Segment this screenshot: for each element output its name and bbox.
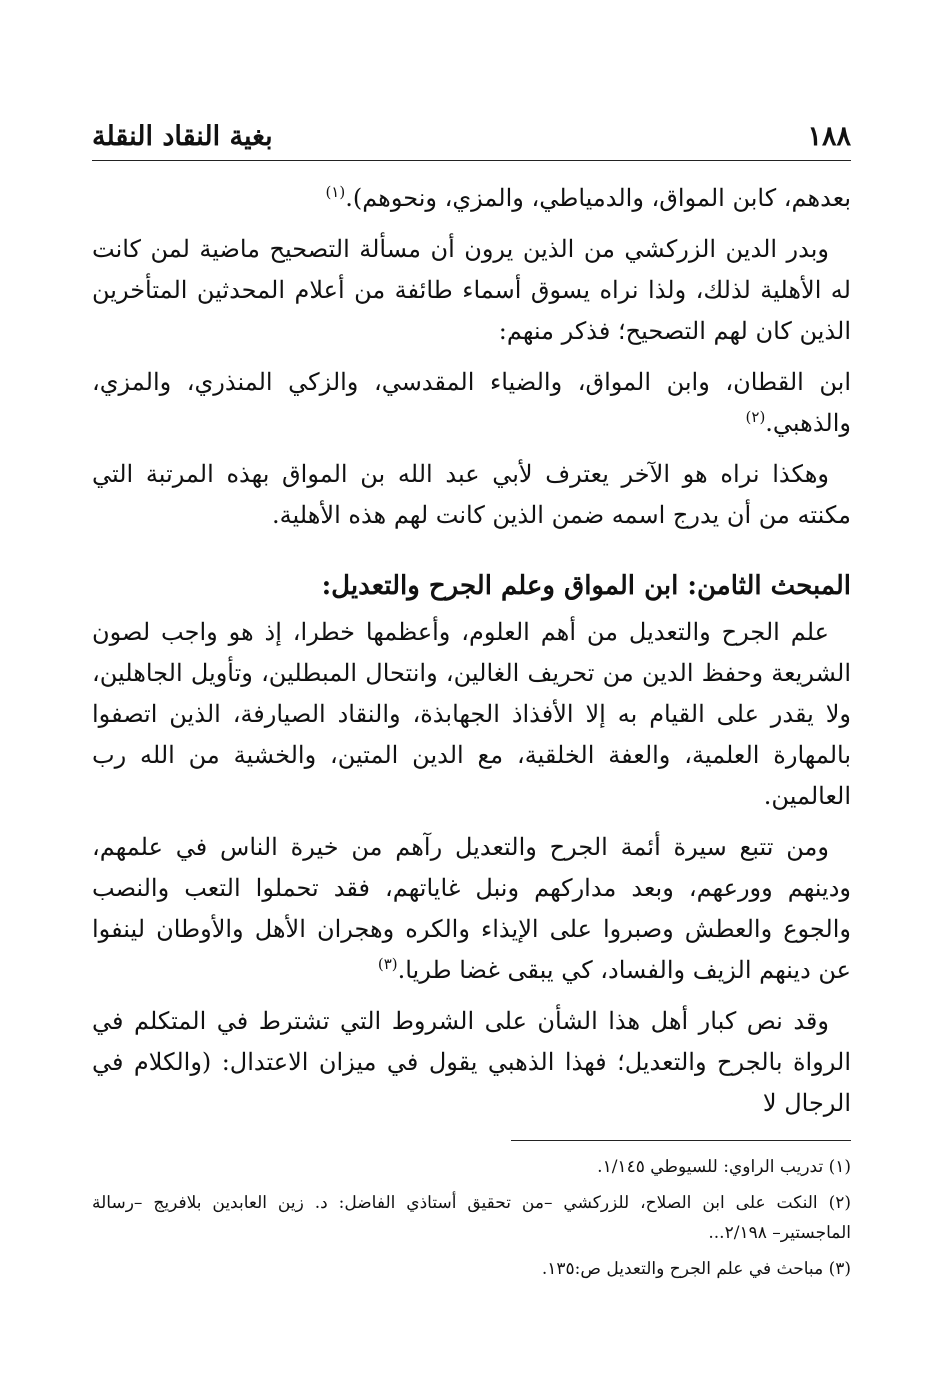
- header-divider: [92, 160, 851, 161]
- footnotes: [92, 1152, 851, 1290]
- footnote-ref-2: (٢): [745, 408, 766, 426]
- paragraph-jarh-definition: علم الجرح والتعديل من أهم العلوم، وأعظمها خطرا، إذ هو واجب لصون الشريعة وحفظ الدين من تحريف الغالين، وانتحال المبطلين، وتأويل الجاهلين، ولا يقدر على القيام به إلا الأفذاذ الجهابذة، والنقاد الصيارفة، الذين اتصفوا بالمهارة العلمية، والعفة الخلقية، مع الدين المتين، والخشية من الله رب العالمين.: [92, 618, 851, 810]
- main-text: [92, 178, 851, 1134]
- paragraph-zarkashi: وبدر الدين الزركشي من الذين يرون أن مسألة التصحيح ماضية لمن كانت له الأهلية لذلك، ولذا نراه يسوق أسماء طائفة من أعلام المحدثين المتأخرين الذين كان لهم التصحيح؛ فذكر منهم:: [92, 235, 851, 345]
- paragraph-names-list: ابن القطان، وابن المواق، والضياء المقدسي، والزكي المنذري، والمزي، والذهبي.$^{(٢)}$: [92, 368, 851, 437]
- book-title: بغية النقاد النقلة: [92, 121, 273, 152]
- footnote-2: (٢) النكت على ابن الصلاح، للزركشي –من تحقيق أستاذي الفاضل: د. زين العابدين بلافريج –رسالة الماجستير– ٢/١٩٨...: [92, 1193, 851, 1243]
- page-number: ١٨٨: [807, 121, 851, 152]
- footnote-ref-3: (٣): [377, 955, 398, 973]
- paragraph-conditions: وقد نص كبار أهل هذا الشأن على الشروط التي تشترط في المتكلم في الرواة بالجرح والتعديل؛ فهذا الذهبي يقول في ميزان الاعتدال: (والكلام في الرجال لا: [92, 1007, 851, 1117]
- footnote-1: (١) تدريب الراوي: للسيوطي ١/١٤٥.: [597, 1157, 851, 1177]
- paragraph-continuation: بعدهم، كابن المواق، والدمياطي، والمزي، ونحوهم).$^{(١)}$: [325, 183, 851, 212]
- paragraph-imams-biography: ومن تتبع سيرة أئمة الجرح والتعديل رآهم من خيرة الناس في علمهم، ودينهم وورعهم، وبعد مداركهم ونبل غاياتهم، فقد تحملوا التعب والنصب والجوع والعطش وصبروا على الإيذاء والكره وهجران الأهل والأوطان لينفوا عن دينهم الزيف والفساد، كي يبقى غضا طريا.$^{(٣)}$: [92, 833, 851, 984]
- footnote-3: (٣) مباحث في علم الجرح والتعديل ص:١٣٥.: [541, 1259, 851, 1279]
- footnote-ref-1: (١): [325, 183, 346, 201]
- footnote-divider: [511, 1140, 851, 1141]
- section-heading: المبحث الثامن: ابن المواق وعلم الجرح والتعديل:: [321, 571, 851, 601]
- running-head: [92, 112, 851, 152]
- paragraph-conclusion: وهكذا نراه هو الآخر يعترف لأبي عبد الله بن المواق بهذه المرتبة التي مكنته من أن يدرج اسمه ضمن الذين كانت لهم هذه الأهلية.: [92, 460, 851, 529]
